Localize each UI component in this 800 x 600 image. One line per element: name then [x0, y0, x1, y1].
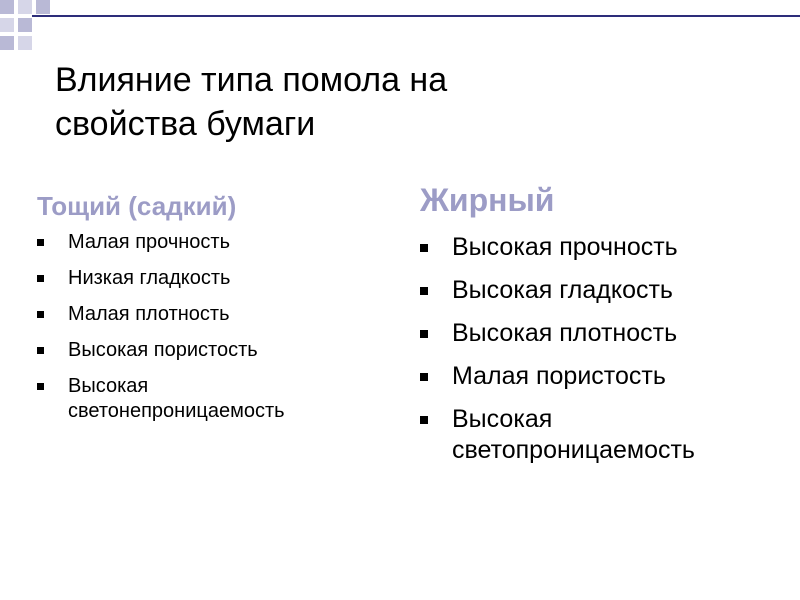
- list-item: [37, 338, 407, 363]
- list-item: [37, 230, 407, 255]
- decorative-header-pattern: [0, 0, 800, 50]
- bullet-square-icon: [37, 311, 44, 318]
- left-column-list: [37, 230, 407, 424]
- list-item: [37, 266, 407, 291]
- bullet-square-icon: [37, 275, 44, 282]
- list-item: [420, 275, 790, 306]
- deco-square: [18, 0, 32, 14]
- right-column: [420, 182, 790, 478]
- bullet-square-icon: [420, 330, 428, 338]
- bullet-square-icon: [37, 383, 44, 390]
- list-item: [37, 374, 308, 424]
- bullet-square-icon: [420, 373, 428, 381]
- list-item-text: Высокая прочность: [452, 233, 678, 261]
- deco-square: [36, 0, 50, 14]
- list-item-text: Малая пористость: [452, 362, 666, 390]
- deco-square: [18, 36, 32, 50]
- list-item-text: Высокая гладкость: [452, 276, 673, 304]
- list-item-text: Малая прочность: [68, 231, 230, 253]
- deco-square: [0, 36, 14, 50]
- list-item-text: Малая плотность: [68, 303, 230, 325]
- left-column-heading: Тощий (садкий): [37, 191, 237, 221]
- deco-square: [0, 18, 14, 32]
- right-column-heading: Жирный: [420, 182, 555, 218]
- list-item-text: Высокая светонепроницаемость: [68, 375, 285, 422]
- list-item-text: Высокая пористость: [68, 339, 258, 361]
- right-column-list: [420, 232, 790, 466]
- list-item: [420, 361, 790, 392]
- list-item: [37, 302, 407, 327]
- deco-square: [0, 0, 14, 14]
- list-item-text: Низкая гладкость: [68, 267, 231, 289]
- list-item-text: Высокая плотность: [452, 319, 678, 347]
- list-item: [420, 404, 752, 466]
- deco-square: [18, 18, 32, 32]
- slide-title: Влияние типа помола на свойства бумаги: [55, 61, 448, 143]
- left-column: [37, 186, 407, 435]
- list-item-text: Высокая светопроницаемость: [452, 405, 695, 464]
- bullet-square-icon: [37, 239, 44, 246]
- header-rule: [32, 15, 800, 17]
- bullet-square-icon: [37, 347, 44, 354]
- bullet-square-icon: [420, 287, 428, 295]
- bullet-square-icon: [420, 416, 428, 424]
- bullet-square-icon: [420, 244, 428, 252]
- list-item: [420, 318, 790, 349]
- list-item: [420, 232, 790, 263]
